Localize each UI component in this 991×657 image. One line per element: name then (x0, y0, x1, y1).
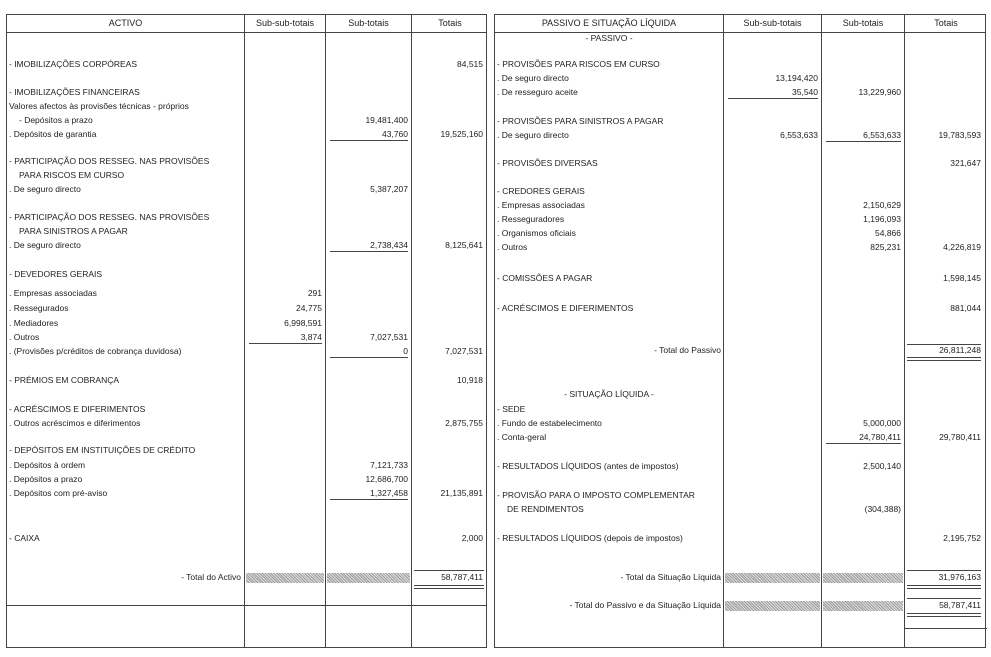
activo-row-label: . (Provisões p/créditos de cobrança duvidosa) (9, 346, 182, 356)
total-situacao-liquida-value: 31,976,163 (938, 572, 981, 582)
activo-row-label: - IMOBILIZAÇÕES CORPÓREAS (9, 59, 137, 69)
passivo-row-c3-value: 321,647 (950, 158, 981, 168)
activo-row-c3-value: 2,875,755 (445, 418, 483, 428)
activo-row-label: . Depósitos à ordem (9, 460, 86, 470)
passivo-row-c3-value: 2,195,752 (943, 533, 981, 543)
passivo-row-c2-value: 54,866 (875, 228, 901, 238)
passivo-header (495, 15, 985, 33)
activo-row-label: - ACRÉSCIMOS E DIFERIMENTOS (9, 404, 146, 414)
activo-row-label: - IMOBILIZAÇÕES FINANCEIRAS (9, 87, 140, 97)
activo-shade-2 (327, 573, 410, 583)
activo-row-c2-value: 2,738,434 (370, 240, 408, 250)
passivo-row-label: . Organismos oficiais (497, 228, 576, 238)
sl-shade-2 (823, 573, 903, 583)
activo-row-c3-value: 21,135,891 (440, 488, 483, 498)
activo-header-subtotais: Sub-totais (348, 18, 389, 28)
all-shade-1 (725, 601, 820, 611)
passivo-row-c2-value: 825,231 (870, 242, 901, 252)
passivo-header-totais: Totais (934, 18, 958, 28)
passivo-header-label: PASSIVO E SITUAÇÃO LÍQUIDA (541, 18, 677, 28)
activo-row-c3-value: 19,525,160 (440, 129, 483, 139)
passivo-row-c1-value: 13,194,420 (775, 73, 818, 83)
passivo-row-c3-value: 4,226,819 (943, 242, 981, 252)
activo-total-value: 58,787,411 (441, 572, 483, 582)
passivo-section-title: - PASSIVO - (585, 33, 633, 43)
activo-row-c1-value: 24,775 (296, 303, 322, 313)
passivo-row-c2-value: 1,196,093 (863, 214, 901, 224)
activo-panel (6, 14, 487, 648)
passivo-row-c3-value: 29,780,411 (939, 432, 981, 442)
activo-row-c2-value: 1,327,458 (370, 488, 408, 498)
passivo-row-c2-value: 2,150,629 (863, 200, 901, 210)
activo-row-label: - PARTICIPAÇÃO DOS RESSEG. NAS PROVISÕES (9, 212, 210, 222)
activo-row-label: . Outros (9, 332, 40, 342)
activo-row-label: Valores afectos às provisões técnicas - próprios (9, 101, 189, 111)
activo-row-c2-value: 19,481,400 (365, 115, 408, 125)
passivo-row-label: - SEDE (497, 404, 526, 414)
activo-row-c1-value: 6,998,591 (284, 318, 322, 328)
situacao-liquida-title: - SITUAÇÃO LÍQUIDA - (564, 389, 654, 399)
passivo-row-c2-value: 13,229,960 (858, 87, 901, 97)
activo-row-c2-value: 5,387,207 (370, 184, 408, 194)
passivo-row-label: . Empresas associadas (497, 200, 585, 210)
activo-row-c1-value: 291 (307, 288, 322, 298)
passivo-row-label: - PROVISÕES DIVERSAS (497, 158, 598, 168)
activo-row-label: - PARTICIPAÇÃO DOS RESSEG. NAS PROVISÕES (9, 156, 210, 166)
activo-row-label: . Outros acréscimos e diferimentos (9, 418, 141, 428)
activo-row-label: . Depósitos de garantia (9, 129, 97, 139)
activo-row-label: - DEVEDORES GERAIS (9, 269, 103, 279)
passivo-row-label: - COMISSÕES A PAGAR (497, 273, 593, 283)
activo-row-label: PARA RISCOS EM CURSO (19, 170, 125, 180)
passivo-row-c1-value: 35,540 (792, 87, 818, 97)
passivo-row-label: - PROVISÃO PARA O IMPOSTO COMPLEMENTAR (497, 490, 695, 500)
passivo-row-label: . Fundo de estabelecimento (497, 418, 602, 428)
activo-row-c3-value: 84,515 (457, 59, 483, 69)
passivo-row-label: . De resseguro aceite (497, 87, 578, 97)
total-passivo-value: 26,811,248 (939, 345, 981, 355)
passivo-row-label: . Outros (497, 242, 528, 252)
passivo-row-label: . Resseguradores (497, 214, 565, 224)
passivo-row-c1-value: 6,553,633 (780, 130, 818, 140)
passivo-row-c2-value: (304,388) (864, 504, 901, 514)
activo-row-label: - CAIXA (9, 533, 40, 543)
passivo-row-label: DE RENDIMENTOS (507, 504, 584, 514)
passivo-row-label: . De seguro directo (497, 130, 569, 140)
passivo-row-label: - ACRÉSCIMOS E DIFERIMENTOS (497, 303, 634, 313)
activo-row-c2-value: 43,760 (382, 129, 408, 139)
passivo-row-label: . De seguro directo (497, 73, 569, 83)
passivo-header-subtotais: Sub-totais (842, 18, 884, 28)
activo-row-c3-value: 7,027,531 (445, 346, 483, 356)
total-passivo-sl-label: - Total do Passivo e da Situação Líquida (569, 600, 721, 610)
passivo-row-c3-value: 881,044 (950, 303, 981, 313)
passivo-row-c2-value: 2,500,140 (863, 461, 901, 471)
sl-shade-1 (725, 573, 820, 583)
activo-row-label: - PRÉMIOS EM COBRANÇA (9, 375, 120, 385)
activo-row-c3-value: 2,000 (461, 533, 483, 543)
activo-row-label: . Depósitos com pré-aviso (9, 488, 108, 498)
passivo-row-c2-value: 5,000,000 (863, 418, 901, 428)
activo-shade-1 (246, 573, 324, 583)
activo-row-c1-value: 3,874 (300, 332, 322, 342)
passivo-row-label: - RESULTADOS LÍQUIDOS (depois de impostos) (497, 533, 683, 543)
activo-row-label: . Empresas associadas (9, 288, 97, 298)
passivo-row-label: . Conta-geral (497, 432, 547, 442)
activo-header-totais: Totais (438, 18, 462, 28)
passivo-row-c2-value: 6,553,633 (863, 130, 901, 140)
activo-row-label: . Mediadores (9, 318, 59, 328)
passivo-row-label: - PROVISÕES PARA RISCOS EM CURSO (497, 59, 660, 69)
activo-header-subsubtotais: Sub-sub-totais (255, 18, 315, 28)
activo-row-label: - Depósitos a prazo (19, 115, 93, 125)
passivo-header-subsubtotais: Sub-sub-totais (743, 18, 802, 28)
activo-header-label: ACTIVO (108, 18, 143, 28)
passivo-row-c2-value: 24,780,411 (859, 432, 901, 442)
activo-header (7, 15, 486, 33)
passivo-row-label: - RESULTADOS LÍQUIDOS (antes de impostos) (497, 461, 679, 471)
activo-row-label: . Ressegurados (9, 303, 69, 313)
passivo-row-label: - CREDORES GERAIS (497, 186, 585, 196)
passivo-panel (494, 14, 986, 648)
total-situacao-liquida-label: - Total da Situação Líquida (620, 572, 721, 582)
activo-row-label: PARA SINISTROS A PAGAR (19, 226, 128, 236)
activo-row-label: . Depósitos a prazo (9, 474, 83, 484)
activo-total-label: - Total do Activo (181, 572, 241, 582)
activo-row-c3-value: 8,125,641 (445, 240, 483, 250)
passivo-row-c3-value: 19,783,593 (938, 130, 981, 140)
passivo-row-c3-value: 1,598,145 (943, 273, 981, 283)
activo-row-label: - DEPÓSITOS EM INSTITUIÇÕES DE CRÉDITO (9, 445, 196, 455)
total-passivo-sl-value: 58,787,411 (939, 600, 981, 610)
total-passivo-label: - Total do Passivo (654, 345, 721, 355)
passivo-row-label: - PROVISÕES PARA SINISTROS A PAGAR (497, 116, 664, 126)
activo-row-c3-value: 10,918 (457, 375, 483, 385)
activo-row-label: . De seguro directo (9, 184, 81, 194)
activo-row-c2-value: 0 (403, 346, 408, 356)
activo-row-label: . De seguro directo (9, 240, 81, 250)
activo-row-c2-value: 12,686,700 (365, 474, 408, 484)
activo-row-c2-value: 7,121,733 (370, 460, 408, 470)
all-shade-2 (823, 601, 903, 611)
activo-row-c2-value: 7,027,531 (370, 332, 408, 342)
